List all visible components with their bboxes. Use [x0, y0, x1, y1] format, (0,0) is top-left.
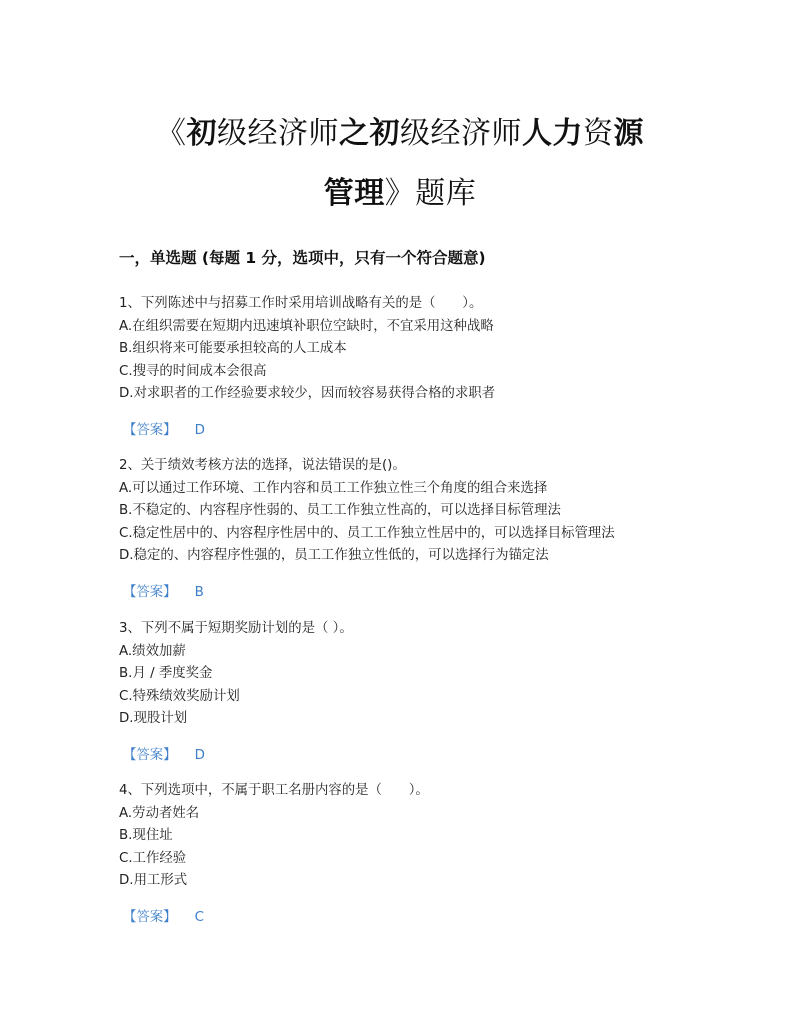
question-stem: 3、下列不属于短期奖励计划的是（ ）。	[119, 621, 353, 636]
title-segment: 《	[156, 116, 187, 151]
answer-value: D	[194, 747, 205, 763]
answer-label: 【答案】	[123, 909, 177, 925]
question-option: D.稳定的、内容程序性强的，员工工作独立性低的，可以选择行为锚定法	[119, 548, 549, 564]
title-segment: 资	[583, 116, 614, 151]
question-option: A.绩效加薪	[119, 643, 186, 659]
question-option: A.在组织需要在短期内迅速填补职位空缺时，不宜采用这种战略	[119, 318, 494, 334]
answer-line	[123, 745, 719, 767]
question-1	[119, 293, 719, 442]
answer-line	[123, 907, 719, 929]
answer-value: D	[194, 422, 205, 438]
question-option: A.劳动者姓名	[119, 805, 200, 821]
question-option: B.不稳定的、内容程序性弱的、员工工作独立性高的，可以选择目标管理法	[119, 503, 561, 519]
answer-line	[123, 582, 719, 604]
question-option: C.搜寻的时间成本会很高	[119, 363, 267, 379]
title-segment: 》题库	[384, 176, 477, 211]
question-option: B.现住址	[119, 828, 173, 844]
question-option: C.特殊绩效奖励计划	[119, 688, 240, 704]
answer-label: 【答案】	[123, 584, 177, 600]
question-option: A.可以通过工作环境、工作内容和员工工作独立性三个角度的组合来选择	[119, 480, 548, 496]
question-option: D.现股计划	[119, 711, 188, 727]
question-option: C.稳定性居中的、内容程序性居中的、员工工作独立性居中的，可以选择目标管理法	[119, 525, 615, 541]
answer-line	[123, 420, 719, 442]
question-stem: 2、关于绩效考核方法的选择，说法错误的是()。	[119, 458, 406, 473]
answer-value: C	[194, 909, 204, 925]
question-option: D.用工形式	[119, 873, 188, 889]
question-3	[119, 618, 719, 767]
document-title	[100, 104, 700, 224]
question-option: C.工作经验	[119, 850, 187, 866]
question-option: B.组织将来可能要承担较高的人工成本	[119, 341, 347, 357]
title-line-1	[100, 104, 700, 164]
question-4	[119, 780, 719, 929]
title-segment: 级经济师	[400, 116, 522, 151]
title-segment: 源	[613, 116, 644, 151]
title-segment: 人力	[522, 116, 583, 151]
title-segment: 管理	[323, 176, 385, 211]
title-segment: 初	[186, 116, 217, 151]
title-segment: 之初	[339, 116, 400, 151]
question-option: B.月 / 季度奖金	[119, 666, 213, 682]
answer-label: 【答案】	[123, 747, 177, 763]
answer-label: 【答案】	[123, 422, 177, 438]
question-option: D.对求职者的工作经验要求较少，因而较容易获得合格的求职者	[119, 386, 496, 402]
question-2	[119, 455, 719, 604]
title-line-2	[100, 164, 700, 224]
section-heading: 一，单选题 (每题 1 分，选项中，只有一个符合题意)	[119, 249, 486, 267]
title-segment: 级经济师	[217, 116, 339, 151]
question-stem: 4、下列选项中，不属于职工名册内容的是（ ）。	[119, 783, 429, 798]
question-stem: 1、下列陈述中与招募工作时采用培训战略有关的是（ ）。	[119, 296, 483, 311]
answer-value: B	[194, 584, 204, 600]
